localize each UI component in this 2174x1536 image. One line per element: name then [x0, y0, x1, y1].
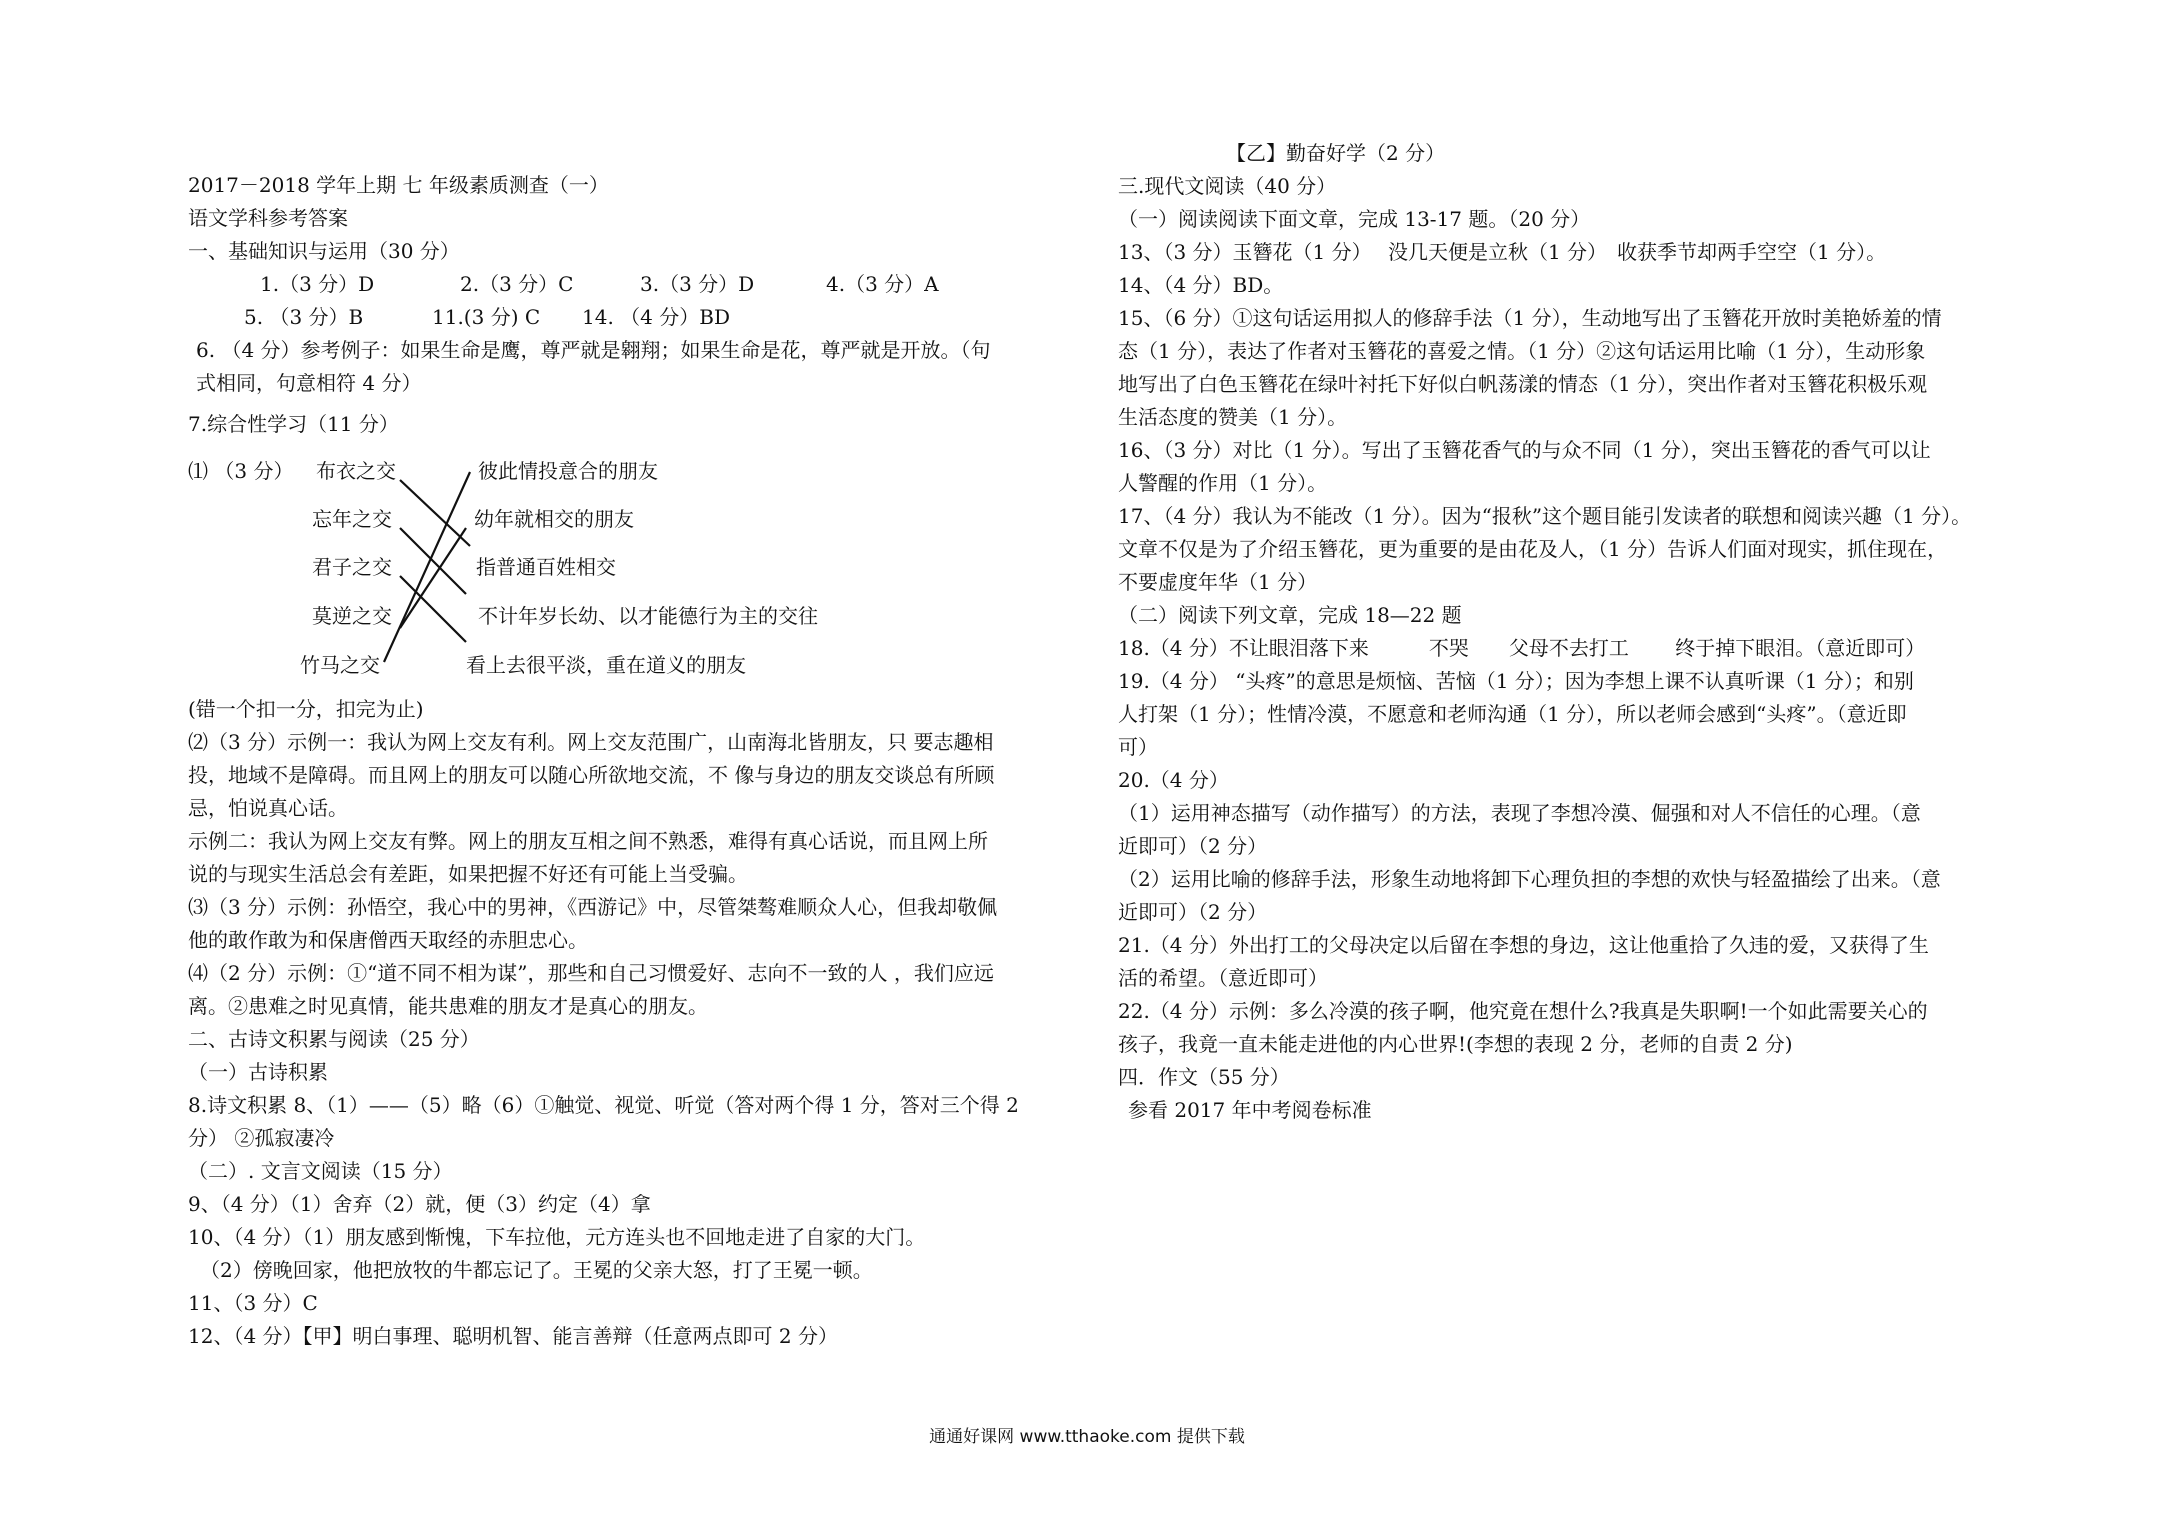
page-footer: 通通好课网 www.tthaoke.com 提供下载 — [929, 1427, 1245, 1447]
subsection-classical: （二）. 文言文阅读（15 分） — [188, 1159, 453, 1183]
matching-note: (错一个扣一分，扣完为止) — [188, 697, 424, 721]
answer-q19-line2: 人打架（1 分）；性情冷漠，不愿意和老师沟通（1 分），所以老师会感到“头疼”。（意近即 — [1118, 702, 1907, 726]
answer-q8-cont: 分） ②孤寂凄冷 — [188, 1126, 335, 1150]
answer-q19: 19.（4 分） “头疼”的意思是烦恼、苦恼（1 分）；因为李想上课不认真听课（1 分）；和别 — [1118, 669, 1914, 693]
answer-q7-2-example2: 示例二：我认为网上交友有弊。网上的朋友互相之间不熟悉，难得有真心话说，而且网上所 — [188, 829, 988, 853]
answer-q21: 21.（4 分）外出打工的父母决定以后留在李想的身边，这让他重拾了久违的爱，又获得了生 — [1118, 933, 1929, 957]
answer-q6: 6. （4 分）参考例子：如果生命是鹰，尊严就是翱翔；如果生命是花，尊严就是开放。（句 — [196, 338, 991, 362]
answer-q17-line3: 不要虚度年华（1 分） — [1118, 570, 1318, 594]
answer-q13: 13、（3 分）玉簪花（1 分） 没几天便是立秋（1 分） 收获季节却两手空空（1 分）。 — [1118, 240, 1887, 264]
subsection-poetry: （一）古诗积累 — [188, 1060, 328, 1084]
answer-q19-line3: 可） — [1118, 735, 1158, 759]
answer-q20-heading: 20.（4 分） — [1118, 768, 1229, 792]
term-5: 竹马之交 — [300, 653, 380, 677]
answer-q7-4: ⑷（2 分）示例：①“道不同不相为谋”，那些和自己习惯爱好、志向不一致的人 ，我们应远 — [188, 961, 994, 985]
answer-q7-2: ⑵（3 分）示例一：我认为网上交友有利。网上交友范围广，山南海北皆朋友，只 要志趣相 — [188, 730, 994, 754]
answer-q1: 1.（3 分）D — [260, 272, 375, 296]
answer-q7-2-line3: 忌，怕说真心话。 — [188, 796, 348, 820]
subsection-modern-1: （一）阅读阅读下面文章，完成 13-17 题。（20 分） — [1118, 207, 1591, 231]
answer-q20-2: （2）运用比喻的修辞手法，形象生动地将卸下心理负担的李想的欢快与轻盈描绘了出来。（意 — [1118, 867, 1941, 891]
answer-q15-line2: 态（1 分），表达了作者对玉簪花的喜爱之情。（1 分）②这句话运用比喻（1 分），生动形象 — [1118, 339, 1926, 363]
answer-q7-2-line2: 投，地域不是障碍。而且网上的朋友可以随心所欲地交流，不 像与身边的朋友交谈总有所顾 — [188, 763, 995, 787]
term-1: 布衣之交 — [316, 459, 396, 483]
answer-q8: 8.诗文积累 8、（1）——（5）略（6）①触觉、视觉、听觉（答对两个得 1 分，答对三个得 2 — [188, 1093, 1019, 1117]
answer-q12: 12、（4 分）【甲】明白事理、聪明机智、能言善辩（任意两点即可 2 分） — [188, 1324, 838, 1348]
section-3-heading: 三.现代文阅读（40 分） — [1118, 174, 1337, 198]
section-1-heading: 一、基础知识与运用（30 分） — [188, 239, 460, 263]
exam-title: 2017－2018 学年上期 七 年级素质测查（一） — [188, 173, 609, 197]
answer-q15: 15、（6 分）①这句话运用拟人的修辞手法（1 分），生动地写出了玉簪花开放时美艳娇羞的情 — [1118, 306, 1942, 330]
answer-q20-1-cont: 近即可）（2 分） — [1118, 834, 1268, 858]
subsection-modern-2: （二）阅读下列文章，完成 18—22 题 — [1118, 603, 1462, 627]
answer-q7-4-cont: 离。②患难之时见真情，能共患难的朋友才是真心的朋友。 — [188, 994, 708, 1018]
term-2: 忘年之交 — [312, 507, 392, 531]
answer-q15-line3: 地写出了白色玉簪花在绿叶衬托下好似白帆荡漾的情态（1 分），突出作者对玉簪花积极乐观 — [1118, 372, 1928, 396]
answer-q22: 22.（4 分）示例：多么冷漠的孩子啊，他究竟在想什么?我真是失职啊!一个如此需要关心的 — [1118, 999, 1928, 1023]
answer-q2: 2.（3 分）C — [460, 272, 574, 296]
q7-heading: 7.综合性学习（11 分） — [188, 412, 399, 436]
answer-q10: 10、（4 分）（1）朋友感到惭愧，下车拉他，元方连头也不回地走进了自家的大门。 — [188, 1225, 926, 1249]
answer-q17: 17、（4 分）我认为不能改（1 分）。因为“报秋”这个题目能引发读者的联想和阅读兴趣（1 分）。 — [1118, 504, 1972, 528]
answer-q18: 18.（4 分）不让眼泪落下来 不哭 父母不去打工 终于掉下眼泪。（意近即可） — [1118, 636, 1926, 660]
definition-5: 看上去很平淡，重在道义的朋友 — [466, 653, 746, 677]
answer-key-title: 语文学科参考答案 — [188, 206, 348, 230]
answer-q7-3: ⑶（3 分）示例：孙悟空，我心中的男神，《西游记》中，尽管桀骜难顺众人心，但我却敬佩 — [188, 895, 998, 919]
answer-q10-2: （2）傍晚回家，他把放牧的牛都忘记了。王冕的父亲大怒，打了王冕一顿。 — [200, 1258, 873, 1282]
section-2-heading: 二、古诗文积累与阅读（25 分） — [188, 1027, 480, 1051]
matching-label: ⑴ （3 分） — [188, 459, 294, 483]
answer-q16: 16、（3 分）对比（1 分）。写出了玉簪花香气的与众不同（1 分），突出玉簪花的香气可以让 — [1118, 438, 1931, 462]
term-4: 莫逆之交 — [312, 604, 392, 628]
answer-essay: 参看 2017 年中考阅卷标准 — [1128, 1098, 1372, 1122]
answer-q22-cont: 孩子，我竟一直未能走进他的内心世界!(李想的表现 2 分，老师的自责 2 分) — [1118, 1032, 1793, 1056]
answer-q20-1: （1）运用神态描写（动作描写）的方法，表现了李想冷漠、倔强和对人不信任的心理。（意 — [1118, 801, 1921, 825]
answer-q12-part2: 【乙】勤奋好学（2 分） — [1226, 141, 1446, 165]
answer-q14-mc: 14. （4 分）BD — [582, 305, 730, 329]
answer-q17-line2: 文章不仅是为了介绍玉簪花，更为重要的是由花及人，（1 分）告诉人们面对现实，抓住现在， — [1118, 537, 1948, 561]
answer-q15-line4: 生活态度的赞美（1 分）。 — [1118, 405, 1348, 429]
answer-q4: 4.（3 分）A — [826, 272, 939, 296]
answer-q7-2-example2-cont: 说的与现实生活总会有差距，如果把握不好还有可能上当受骗。 — [188, 862, 748, 886]
definition-3: 指普通百姓相交 — [476, 555, 616, 579]
section-4-heading: 四．作文（55 分） — [1118, 1065, 1290, 1089]
matching-exercise — [188, 456, 888, 686]
answer-q21-cont: 活的希望。（意近即可） — [1118, 966, 1328, 990]
answer-q9: 9、（4 分）（1）舍弃（2）就，便（3）约定（4）拿 — [188, 1192, 651, 1216]
answer-q5: 5. （3 分）B — [244, 305, 364, 329]
answer-q16-cont: 人警醒的作用（1 分）。 — [1118, 471, 1328, 495]
answer-q11-mc: 11.(3 分) C — [432, 305, 541, 329]
answer-q6-cont: 式相同，句意相符 4 分） — [196, 371, 422, 395]
definition-2: 幼年就相交的朋友 — [474, 507, 634, 531]
answer-q7-3-cont: 他的敢作敢为和保唐僧西天取经的赤胆忠心。 — [188, 928, 588, 952]
term-3: 君子之交 — [312, 555, 392, 579]
answer-q14: 14、（4 分）BD。 — [1118, 273, 1284, 297]
answer-q3: 3.（3 分）D — [640, 272, 755, 296]
answer-q11: 11、（3 分）C — [188, 1291, 318, 1315]
definition-1: 彼此情投意合的朋友 — [478, 459, 658, 483]
answer-q20-2-cont: 近即可）（2 分） — [1118, 900, 1268, 924]
definition-4: 不计年岁长幼、以才能德行为主的交往 — [478, 604, 818, 628]
